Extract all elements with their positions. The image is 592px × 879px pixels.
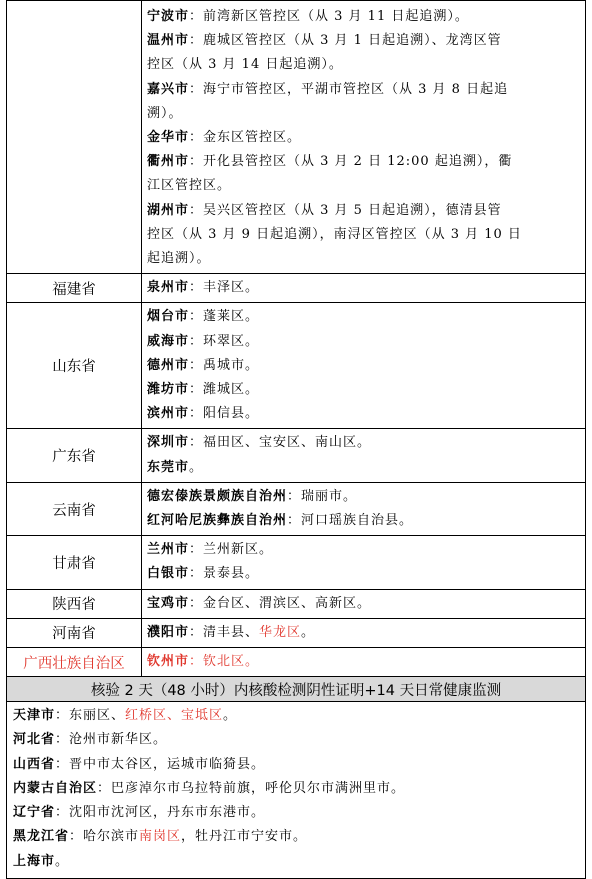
city-name: 衢州市 bbox=[147, 154, 190, 170]
entry-text: ：前湾新区管控区（从 3 月 11 日起追溯）。 bbox=[189, 9, 469, 24]
entry-line bbox=[147, 223, 581, 247]
province-name: 福建省 bbox=[7, 274, 142, 303]
city-name: 嘉兴市 bbox=[147, 81, 190, 97]
cities-cell bbox=[142, 303, 586, 429]
cities-cell bbox=[142, 482, 586, 535]
city-name: 黑龙江省 bbox=[13, 829, 70, 845]
entry-text: ：环翠区。 bbox=[189, 333, 260, 349]
entry-text: ：金台区、渭滨区、高新区。 bbox=[189, 595, 372, 611]
entry-line bbox=[147, 29, 581, 53]
entry-line bbox=[13, 801, 581, 825]
entry-text: ：哈尔滨市 bbox=[69, 829, 140, 845]
banner-row bbox=[7, 677, 586, 702]
city-name: 德宏傣族景颇族自治州 bbox=[147, 488, 288, 504]
entry-line bbox=[147, 150, 581, 174]
entry-line bbox=[13, 777, 581, 801]
city-name: 金华市 bbox=[147, 130, 190, 146]
city-name: 上海市 bbox=[13, 853, 56, 869]
entry-text: 控区（从 3 月 14 日起追溯）。 bbox=[147, 57, 343, 73]
city-name: 烟台市 bbox=[147, 309, 190, 325]
city-name: 泉州市 bbox=[147, 280, 190, 296]
entry-line bbox=[147, 592, 581, 616]
entry-line bbox=[13, 753, 581, 777]
entry-text: ：晋中市太谷区，运城市临猗县。 bbox=[55, 756, 266, 772]
cities-cell bbox=[142, 536, 586, 589]
entry-text: ：海宁市管控区，平湖市管控区（从 3 月 8 日起追 bbox=[189, 81, 509, 97]
city-name: 威海市 bbox=[147, 333, 190, 349]
entry-text: ：鹿城区管控区（从 3 月 1 日起追溯）、龙湾区管 bbox=[189, 33, 502, 49]
entry-text: 。 bbox=[55, 853, 70, 869]
entry-line bbox=[13, 704, 581, 728]
entry-line bbox=[147, 354, 581, 378]
entry-text: 南岗区 bbox=[139, 829, 182, 845]
city-name: 兰州市 bbox=[147, 542, 190, 558]
entry-line bbox=[147, 431, 581, 455]
entry-text: ：潍城区。 bbox=[189, 382, 260, 398]
entry-text: ：吴兴区管控区（从 3 月 5 日起追溯），德清县管 bbox=[189, 202, 502, 218]
table-row bbox=[7, 429, 586, 482]
city-name: 白银市 bbox=[147, 566, 190, 582]
cities-cell bbox=[142, 589, 586, 618]
entry-line bbox=[147, 538, 581, 562]
entry-text: ：金东区管控区。 bbox=[189, 130, 302, 146]
entry-line bbox=[147, 53, 581, 77]
entry-line bbox=[147, 509, 581, 533]
banner-text: 核验 2 天（48 小时）内核酸检测阴性证明+14 天日常健康监测 bbox=[7, 677, 586, 702]
table-row bbox=[7, 482, 586, 535]
entry-text: ，牡丹江市宁安市。 bbox=[181, 829, 308, 845]
entry-line bbox=[147, 378, 581, 402]
entry-text: 溯）。 bbox=[147, 105, 183, 121]
city-name: 红河哈尼族彝族自治州 bbox=[147, 513, 288, 529]
entry-text: 。 bbox=[301, 624, 316, 640]
city-name: 辽宁省 bbox=[13, 805, 56, 821]
entry-line bbox=[147, 402, 581, 426]
risk-area-table bbox=[6, 0, 586, 879]
entry-line bbox=[147, 650, 581, 674]
entry-line bbox=[147, 199, 581, 223]
entry-line bbox=[147, 456, 581, 480]
table-body bbox=[7, 1, 586, 879]
city-name: 濮阳市 bbox=[147, 624, 190, 640]
table-row bbox=[7, 536, 586, 589]
city-name: 湖州市 bbox=[147, 202, 190, 218]
entry-text: ：巴彦淖尔市乌拉特前旗，呼伦贝尔市满洲里市。 bbox=[97, 780, 406, 796]
table-row bbox=[7, 618, 586, 647]
table-row-zhejiang bbox=[7, 1, 586, 274]
cities-cell bbox=[142, 648, 586, 677]
city-name: 宁波市 bbox=[147, 9, 190, 24]
entry-line bbox=[147, 562, 581, 586]
entry-text: ：阳信县。 bbox=[189, 406, 260, 422]
cities-cell bbox=[142, 274, 586, 303]
city-name: 钦州市 bbox=[147, 654, 190, 670]
entry-text: ：开化县管控区（从 3 月 2 日 12:00 起追溯），衢 bbox=[189, 154, 513, 170]
city-name: 山西省 bbox=[13, 756, 56, 772]
province-name: 云南省 bbox=[7, 482, 142, 535]
bottom-list-cell bbox=[7, 702, 586, 878]
entry-text: ：钦北区。 bbox=[189, 654, 260, 670]
city-name: 河北省 bbox=[13, 732, 56, 748]
entry-line bbox=[147, 621, 581, 645]
entry-line bbox=[147, 5, 581, 29]
city-name: 深圳市 bbox=[147, 435, 190, 451]
entry-text: ：清丰县、 bbox=[189, 624, 260, 640]
city-name: 滨州市 bbox=[147, 406, 190, 422]
entry-line bbox=[147, 305, 581, 329]
cities-cell bbox=[142, 618, 586, 647]
entry-text: ：福田区、宝安区、南山区。 bbox=[189, 435, 372, 451]
city-name: 天津市 bbox=[13, 708, 56, 724]
city-name: 东莞市 bbox=[147, 459, 190, 475]
entry-text: ：河口瑶族自治县。 bbox=[287, 513, 414, 529]
entry-text: 。 bbox=[189, 459, 204, 475]
city-name: 内蒙古自治区 bbox=[13, 780, 98, 796]
entry-text: 江区管控区。 bbox=[147, 178, 232, 194]
city-name: 潍坊市 bbox=[147, 382, 190, 398]
province-name: 河南省 bbox=[7, 618, 142, 647]
entry-line bbox=[147, 102, 581, 126]
city-name: 温州市 bbox=[147, 33, 190, 49]
table-row bbox=[7, 589, 586, 618]
city-name: 宝鸡市 bbox=[147, 595, 190, 611]
province-name: 山东省 bbox=[7, 303, 142, 429]
entry-line bbox=[147, 485, 581, 509]
entry-line bbox=[13, 728, 581, 752]
province-name: 广西壮族自治区 bbox=[7, 648, 142, 677]
entry-line bbox=[147, 78, 581, 102]
cities-cell-zhejiang bbox=[142, 1, 586, 274]
entry-text: 华龙区 bbox=[259, 624, 302, 640]
entry-line bbox=[13, 825, 581, 849]
entry-text: 控区（从 3 月 9 日起追溯），南浔区管控区（从 3 月 10 日 bbox=[147, 226, 522, 242]
entry-line bbox=[147, 330, 581, 354]
bottom-row bbox=[7, 702, 586, 878]
province-cell-empty bbox=[7, 1, 142, 274]
province-name: 陕西省 bbox=[7, 589, 142, 618]
cities-cell bbox=[142, 429, 586, 482]
table-row bbox=[7, 274, 586, 303]
entry-text: ：禹城市。 bbox=[189, 357, 260, 373]
entry-line bbox=[147, 174, 581, 198]
entry-text: ：东丽区、 bbox=[55, 708, 126, 724]
city-name: 德州市 bbox=[147, 357, 190, 373]
entry-text: ：沧州市新华区。 bbox=[55, 732, 168, 748]
entry-line bbox=[147, 276, 581, 300]
province-name: 甘肃省 bbox=[7, 536, 142, 589]
entry-line bbox=[13, 850, 581, 874]
entry-line bbox=[147, 126, 581, 150]
entry-text: 红桥区、宝坻区 bbox=[125, 708, 224, 724]
entry-text: 。 bbox=[223, 708, 238, 724]
province-name: 广东省 bbox=[7, 429, 142, 482]
entry-line bbox=[147, 247, 581, 271]
table-row bbox=[7, 303, 586, 429]
entry-text: ：丰泽区。 bbox=[189, 280, 260, 296]
table-row bbox=[7, 648, 586, 677]
entry-text: ：瑞丽市。 bbox=[287, 488, 358, 504]
entry-text: ：兰州新区。 bbox=[189, 542, 274, 558]
entry-text: ：景泰县。 bbox=[189, 566, 260, 582]
entry-text: 起追溯）。 bbox=[147, 251, 211, 267]
entry-text: ：蓬莱区。 bbox=[189, 309, 260, 325]
entry-text: ：沈阳市沈河区，丹东市东港市。 bbox=[55, 805, 266, 821]
